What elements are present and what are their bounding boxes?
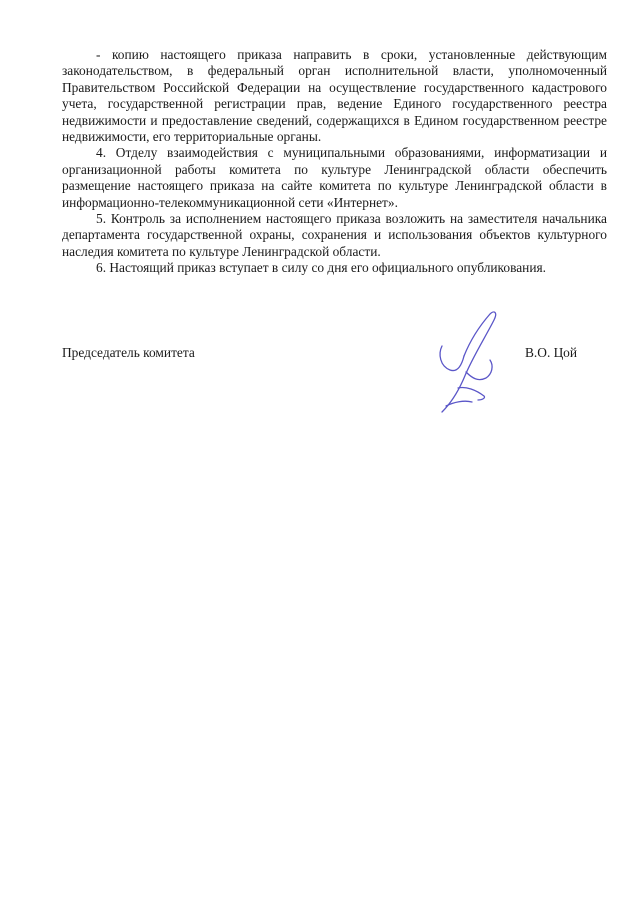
paragraph-item-4: 4. Отделу взаимодействия с муниципальными образованиями, информатизации и организационной работы комитета по культуре Ленинградской области обеспечить размещение настоящего приказа на сайте комитета по культуре Ленинградской области в информационно-телекоммуникационной сети «Интернет». xyxy=(62,145,607,210)
signature-block xyxy=(62,345,607,365)
paragraph-item-6: 6. Настоящий приказ вступает в силу со дня его официального опубликования. xyxy=(96,260,546,276)
signatory-title: Председатель комитета xyxy=(62,345,195,360)
handwritten-signature xyxy=(428,308,508,416)
document-body xyxy=(62,47,607,277)
paragraph-item-5: 5. Контроль за исполнением настоящего приказа возложить на заместителя начальника департамента государственной охраны, сохранения и использования объектов культурного наследия комитета по культуре Ленинградской области. xyxy=(62,211,607,259)
paragraph-copy-order: - копию настоящего приказа направить в сроки, установленные действующим законодательством, в федеральный орган исполнительной власти, уполномоченный Правительством Российской Федерации на осуществление государственного кадастрового учета, государственной регистрации прав, ведение Единого государственного реестра недвижимости и предоставление сведений, содержащихся в Едином государственном реестре недвижимости, его территориальные органы. xyxy=(62,47,607,145)
signatory-name: В.О. Цой xyxy=(525,345,577,360)
